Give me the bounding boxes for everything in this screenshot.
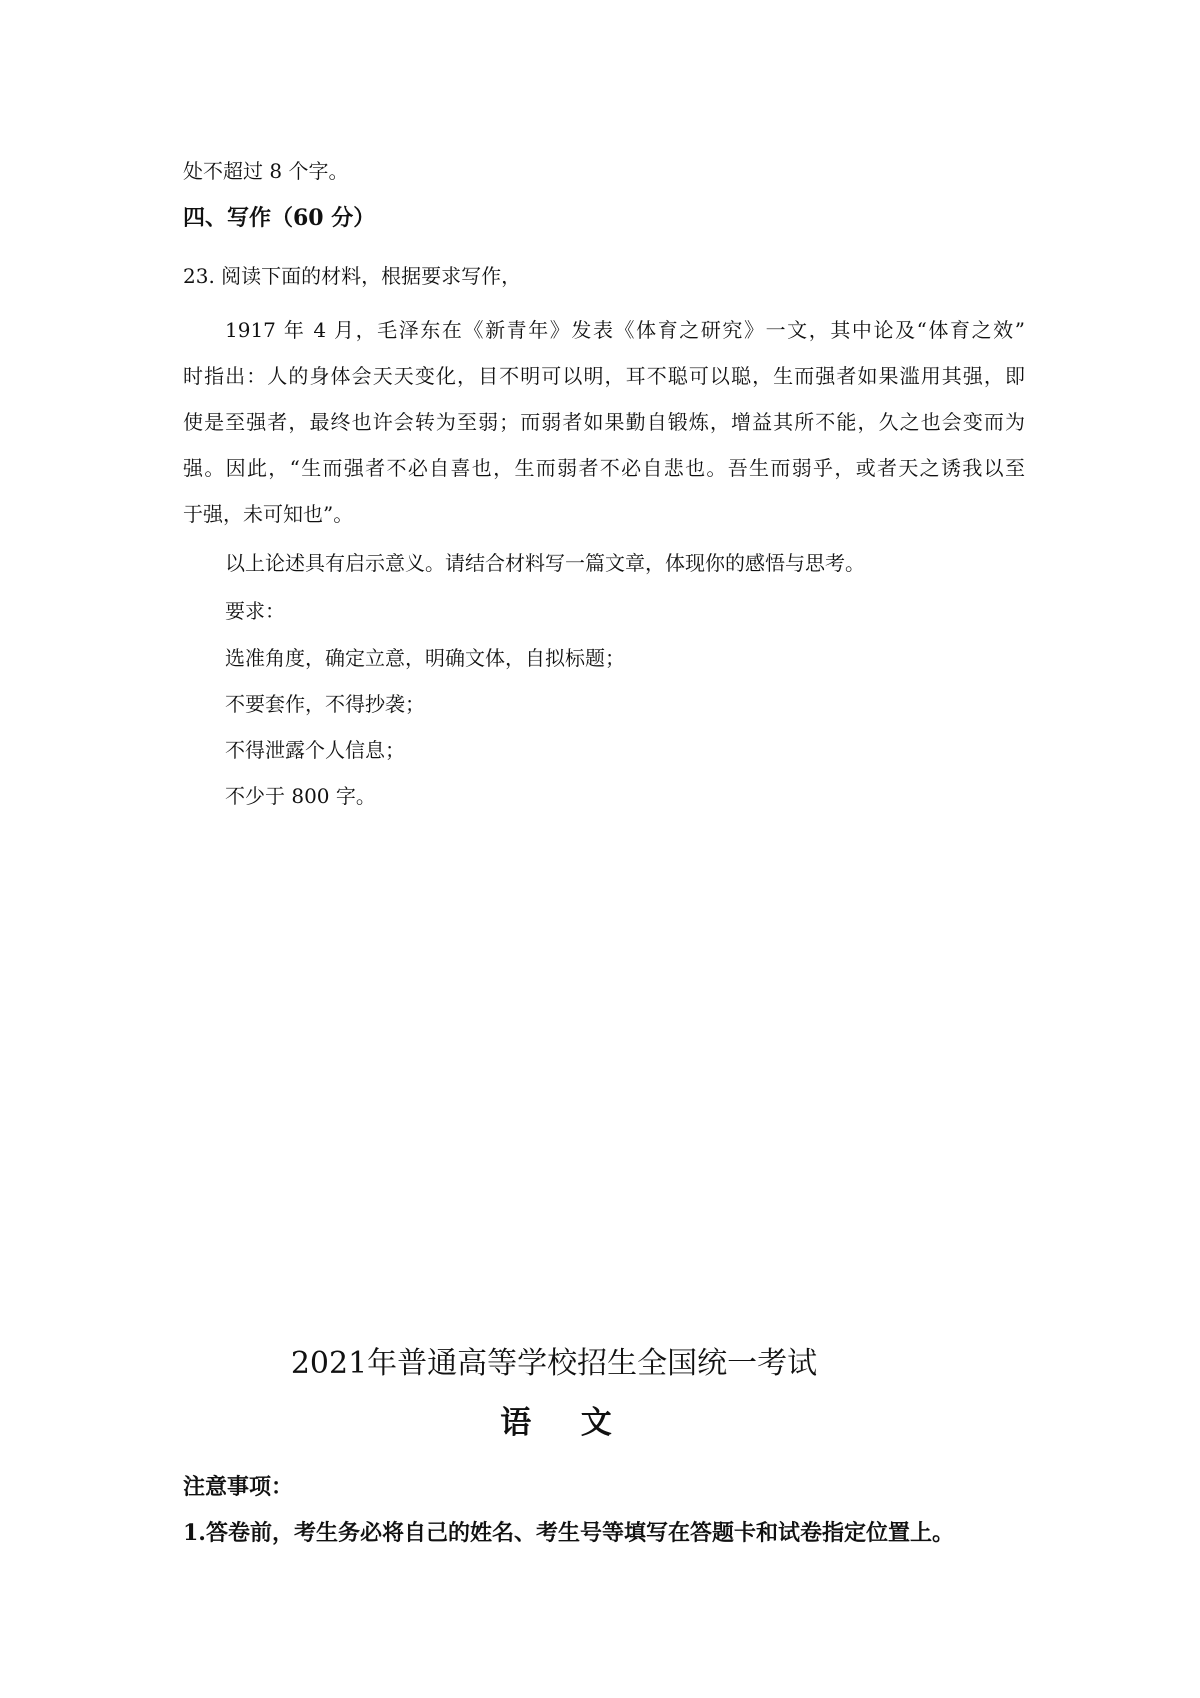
requirement-item: 不要套作，不得抄袭； — [225, 692, 425, 716]
material-line: 强。因此，“生而强者不必自喜也，生而弱者不必自悲也。吾生而弱乎，或者天之诱我以至 — [183, 456, 1025, 480]
requirement-item: 不得泄露个人信息； — [225, 738, 405, 762]
requirement-item: 不少于 800 字。 — [225, 784, 376, 808]
material-line: 1917 年 4 月，毛泽东在《新青年》发表《体育之研究》一文，其中论及“体育之效” — [225, 318, 1025, 342]
notes-label: 注意事项： — [183, 1474, 294, 1500]
question-prompt: 23. 阅读下面的材料，根据要求写作， — [183, 264, 522, 288]
exam-title: 2021年普通高等学校招生全国统一考试 — [290, 1346, 818, 1381]
section-heading: 四、写作（60 分） — [183, 205, 376, 231]
material-line: 于强，未可知也”。 — [183, 502, 354, 526]
writing-task: 以上论述具有启示意义。请结合材料写一篇文章，体现你的感悟与思考。 — [225, 551, 865, 575]
continuation-text: 处不超过 8 个字。 — [183, 159, 349, 183]
note-item: 1.答卷前，考生务必将自己的姓名、考生号等填写在答题卡和试卷指定位置上。 — [183, 1520, 954, 1546]
requirement-item: 选准角度，确定立意，明确文体，自拟标题； — [225, 646, 625, 670]
material-line: 使是至强者，最终也许会转为至弱；而弱者如果勤自锻炼，增益其所不能，久之也会变而为 — [183, 410, 1025, 434]
requirements-label: 要求： — [225, 599, 285, 623]
material-line: 时指出：人的身体会天天变化，目不明可以明，耳不聪可以聪，生而强者如果滥用其强，即 — [183, 364, 1025, 388]
exam-subject: 语文 — [500, 1405, 662, 1441]
